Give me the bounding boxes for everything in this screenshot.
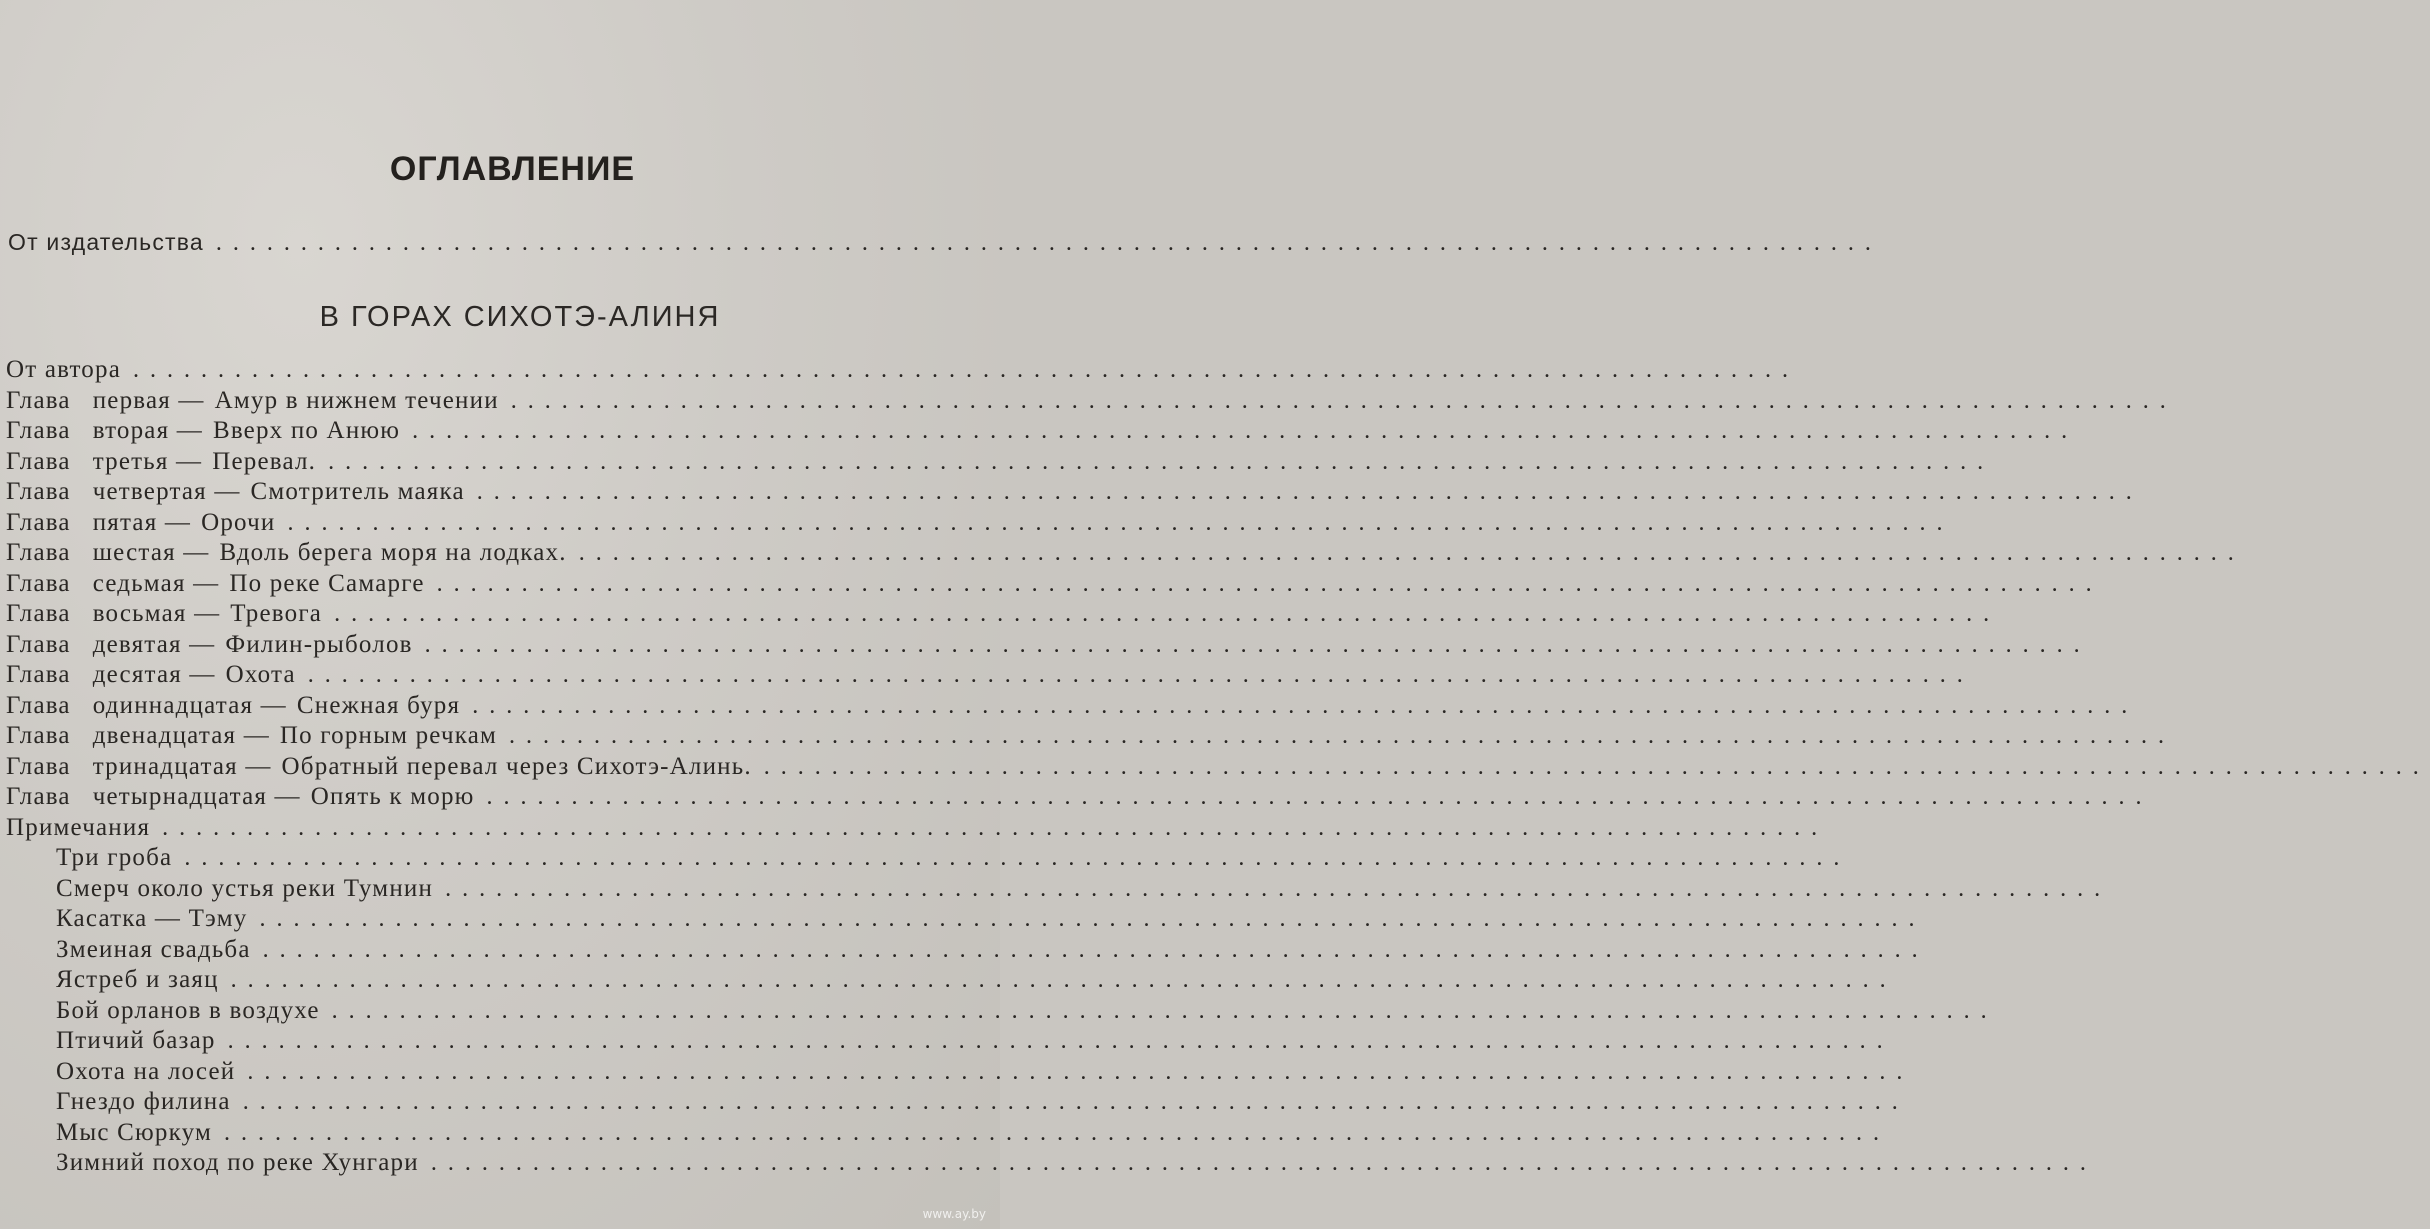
toc-entry-label: [6, 661, 296, 689]
dot-leader: ..................................................................................................: [230, 967, 1897, 993]
toc-entry-label: Касатка — Тэму: [56, 905, 248, 932]
chapter-prefix: Глава: [6, 691, 71, 719]
chapter-prefix: Глава: [6, 630, 71, 658]
toc-entry[interactable]: [0, 356, 1799, 390]
dot-leader: ..................................................................................................: [184, 845, 1851, 871]
dot-leader: ..................................................................................................: [242, 1089, 1909, 1115]
toc-entry-label: От издательства: [8, 229, 204, 255]
toc-entry-chapter[interactable]: [0, 661, 1974, 695]
dot-leader: ..................................................................................................: [224, 1119, 1891, 1146]
toc-entry-note[interactable]: [0, 1088, 1909, 1122]
chapter-ordinal: вторая —: [92, 417, 203, 444]
toc-entry-label: От автора: [6, 356, 121, 383]
toc-entry-label: [6, 478, 465, 506]
toc-entry-chapter[interactable]: [0, 691, 2139, 726]
chapter-ordinal: третья —: [92, 447, 203, 475]
dot-leader: ..................................................................................................: [162, 814, 1829, 841]
chapter-title: Орочи: [201, 508, 276, 536]
toc-entry-note[interactable]: [0, 996, 1998, 1031]
toc-entry-label: Гнездо филина: [56, 1088, 231, 1115]
chapter-title: Снежная буря: [296, 691, 461, 719]
chapter-title: Амур в нижнем течении: [214, 386, 499, 414]
dot-leader: ..................................................................................................: [509, 723, 2176, 749]
dot-leader: ..................................................................................................: [247, 1058, 1914, 1085]
dot-leader: ..................................................................................................: [436, 570, 2103, 597]
toc-entry-label: Три гроба: [56, 844, 173, 871]
toc-entry-note[interactable]: [0, 874, 2112, 909]
toc-entry-chapter[interactable]: [0, 539, 2245, 573]
dot-leader: ..................................................................................................: [578, 540, 2245, 566]
section-title: В ГОРАХ СИХОТЭ-АЛИНЯ: [319, 301, 721, 333]
toc-entry-chapter[interactable]: [0, 447, 1995, 482]
chapter-prefix: Глава: [6, 569, 71, 597]
dot-leader: ..................................................................................................: [486, 784, 2153, 810]
dot-leader: ..................................................................................................: [412, 418, 2079, 444]
chapter-prefix: Глава: [6, 600, 71, 627]
chapter-prefix: Глава: [6, 417, 71, 444]
dot-leader: ..................................................................................................: [133, 357, 1799, 383]
toc-entry-label: [6, 722, 497, 750]
toc-entry-label: [6, 600, 322, 628]
chapter-ordinal: шестая —: [92, 539, 210, 566]
toc-entry-note[interactable]: [0, 1149, 2097, 1183]
toc-entry-label: Мыс Сюркум: [56, 1118, 213, 1146]
toc-entry-note[interactable]: [0, 905, 1926, 939]
toc-entry-chapter[interactable]: [0, 478, 2143, 512]
toc-entry-label: [6, 539, 567, 567]
chapter-prefix: Глава: [6, 478, 71, 505]
chapter-prefix: Глава: [6, 661, 71, 688]
chapter-prefix: Глава: [6, 752, 71, 780]
chapter-ordinal: десятая —: [92, 661, 216, 688]
toc-entry-note[interactable]: [0, 935, 1929, 970]
toc-entry-label: [6, 448, 316, 476]
toc-entry-label: Зимний поход по реке Хунгари: [56, 1149, 419, 1176]
toc-entry-chapter[interactable]: [0, 630, 2091, 665]
dot-leader: ..................................................................................................: [445, 875, 2112, 902]
toc-entry-label: [6, 753, 752, 781]
toc-entry-label: Ястреб и заяц: [56, 966, 219, 993]
toc-entry-label: [6, 631, 413, 659]
toc-entry-label: Охота на лосей: [56, 1057, 236, 1085]
dot-leader: ..................................................................................................: [307, 662, 1974, 688]
toc-entry-note[interactable]: [0, 1027, 1894, 1061]
dot-leader: ..................................................................................................: [259, 906, 1926, 932]
chapter-prefix: Глава: [6, 722, 71, 749]
toc-entry-label: Птичий базар: [56, 1027, 216, 1054]
toc-entry-label: [6, 417, 400, 445]
toc-entry-label: Змеиная свадьба: [56, 935, 251, 963]
dot-leader: ..................................................................................................: [331, 997, 1998, 1024]
toc-entry-label: [6, 509, 275, 537]
chapter-title: Смотритель маяка: [250, 478, 465, 505]
chapter-title: Вверх по Анюю: [212, 417, 401, 444]
chapter-prefix: Глава: [6, 386, 71, 414]
chapter-title: Опять к морю: [310, 783, 475, 810]
chapter-ordinal: девятая —: [92, 630, 216, 658]
chapter-ordinal: восьмая —: [92, 600, 221, 627]
toc-entry-label: Примечания: [6, 813, 151, 841]
chapter-prefix: Глава: [6, 783, 71, 810]
chapter-ordinal: тринадцатая —: [92, 752, 272, 780]
toc-entry-chapter[interactable]: [0, 386, 2177, 421]
toc-entry-label: Бой орланов в воздухе: [56, 996, 320, 1024]
chapter-title: Перевал.: [212, 447, 317, 475]
chapter-ordinal: четвертая —: [92, 478, 241, 505]
toc-entry-note[interactable]: [0, 1057, 1914, 1092]
dot-leader: ..................................................................................................: [287, 509, 1954, 536]
chapter-title: Охота: [225, 661, 296, 688]
toc-entry-chapter[interactable]: [0, 569, 2103, 604]
toc-entry-chapter[interactable]: [0, 783, 2153, 817]
dot-leader: ..................................................................................................: [430, 1150, 2097, 1176]
dot-leader: ..................................................................................................: [262, 936, 1929, 963]
chapter-ordinal: седьмая —: [92, 569, 220, 597]
toc-entry-label: Смерч около устья реки Тумнин: [56, 874, 434, 902]
toc-entry-note[interactable]: [0, 1118, 1891, 1153]
chapter-title: Филин-рыболов: [225, 630, 413, 658]
dot-leader: ..................................................................................................: [334, 601, 2001, 627]
toc-entry-chapter[interactable]: [0, 417, 2079, 451]
dot-leader: ..................................................................................................: [510, 387, 2177, 414]
dot-leader: ..................................................................................................: [215, 230, 1882, 256]
chapter-prefix: Глава: [6, 539, 71, 566]
chapter-ordinal: четырнадцатая —: [92, 783, 301, 810]
chapter-prefix: Глава: [6, 508, 71, 536]
chapter-title: Тревога: [230, 600, 323, 627]
toc-entry-label: [6, 783, 475, 811]
toc-entry[interactable]: [0, 813, 1829, 848]
toc-entry-chapter[interactable]: [0, 600, 2001, 634]
toc-entry-chapter[interactable]: [0, 752, 2430, 787]
toc-entry-label: [6, 692, 460, 720]
toc-entry-label: [6, 387, 499, 415]
dot-leader: ..................................................................................................: [328, 448, 1995, 475]
dot-leader: ..................................................................................................: [472, 692, 2139, 719]
chapter-title: Обратный перевал через Сихотэ-Алинь.: [281, 752, 752, 780]
chapter-title: По реке Самарге: [229, 569, 425, 597]
toc-entry-label: [6, 570, 425, 598]
chapter-ordinal: первая —: [92, 386, 205, 414]
chapter-ordinal: одиннадцатая —: [92, 691, 287, 719]
toc-entry-note[interactable]: [0, 844, 1851, 878]
chapter-ordinal: двенадцатая —: [92, 722, 270, 749]
chapter-title: Вдоль берега моря на лодках.: [219, 539, 567, 566]
page-title: ОГЛАВЛЕНИЕ: [389, 150, 636, 188]
chapter-title: По горным речкам: [279, 722, 498, 749]
dot-leader: ..................................................................................................: [424, 631, 2091, 658]
toc-entry-chapter[interactable]: [0, 508, 1954, 543]
watermark: www.ay.by: [922, 1207, 986, 1221]
dot-leader: ..................................................................................................: [476, 479, 2143, 505]
chapter-prefix: Глава: [6, 447, 71, 475]
toc-entry-note[interactable]: [0, 966, 1897, 1000]
dot-leader: ..................................................................................................: [763, 753, 2430, 780]
chapter-ordinal: пятая —: [92, 508, 192, 536]
toc-entry-front-matter[interactable]: [0, 229, 1882, 263]
toc-entry-chapter[interactable]: [0, 722, 2176, 756]
dot-leader: ..................................................................................................: [227, 1028, 1894, 1054]
